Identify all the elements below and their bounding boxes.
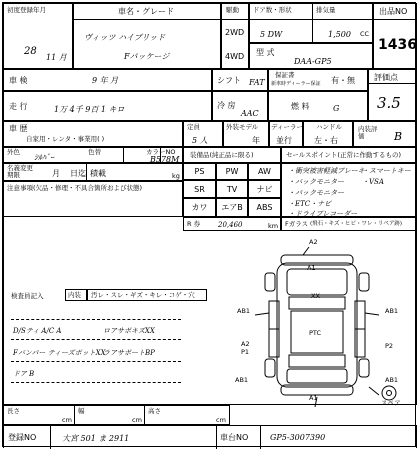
glass-sub: (飛石・キズ・ヒビ・ワレ・リペア跡) [310,221,403,227]
wheel-fl [265,273,275,291]
exterior-color-value: ｼﾙﾊﾞｰ [34,153,54,162]
cc-unit: CC [360,30,370,38]
capacity-cell [183,121,223,147]
rear-window [289,355,345,367]
equip-airbag: エアB [216,198,248,217]
diagram-ptc: PTC [309,329,322,337]
color-code-label: カラーNO [146,148,176,156]
equip-navi: ナビ [248,180,281,198]
sales-points-area [281,163,417,217]
shift-value: FAT [249,78,265,87]
notes-label: 注意事項(欠品・修理・不具合箇所および状態) [7,184,143,192]
name-grade-label: 車名・グレード [118,7,174,16]
model-value: DAA-GP5 [294,57,332,66]
drive-cell [221,3,249,69]
length-unit: cm [62,416,72,424]
diagram-ab1-left: AB1 [237,307,251,315]
inspector-note-1: D/Sティ A/C A [13,327,62,335]
capacity-label: 定員 [187,123,200,131]
width-label: 幅 [78,407,85,415]
drive-label: 駆動 [226,6,239,14]
warranty-label: 保証書 [275,71,295,79]
score-cell [368,69,417,121]
ac-cell [212,91,268,121]
shaken-row [3,69,212,91]
auction-sheet [2,2,416,447]
door-label: ドア数・形状 [253,6,292,14]
handle-label: ハンドル [316,123,342,131]
length-label: 長さ [7,407,20,415]
equip-ps: PS [183,163,216,180]
shaken-value: 9 年 月 [92,76,119,85]
name-change-day: 日迄 [70,169,86,178]
sales-point-4: ・VSA [362,178,384,186]
sales-point-2: ・スマートキー [362,167,411,175]
first-reg-value: 28 [24,46,37,57]
inspector-label: 検査員記入 [11,292,44,300]
inspector-note-2: ロアサポキズXX [103,327,155,335]
dealer-label: ディーラー [271,123,303,131]
warranty-cell [268,69,368,91]
height-unit: cm [216,416,226,424]
fuel-value: G [333,104,340,113]
color-change-label: 色替 [88,148,101,156]
name-change-row [3,163,183,181]
name-grade-cell [73,3,221,69]
chassis-label: 車台NO [220,433,249,442]
r-ticket-label: R 券 [187,220,201,228]
diagram-a2-left: A2 [241,340,250,348]
name-change-label: 名義変更期限 [7,164,33,179]
chassis-value: GP5-3007390 [270,433,326,442]
diagram-a1-top: A1 [307,264,316,272]
reg-value: 大宮 501 ま 2911 [62,434,130,443]
shift-label: シフト [217,76,241,85]
car-grade: Fパッケージ [124,52,170,61]
displacement-label: 排気量 [316,6,336,14]
displacement-value: 1,500 [328,30,351,39]
r-ticket-value: 20,460 [218,221,243,229]
score-value: 3.5 [377,94,401,112]
trunk [287,369,347,383]
car-name: ヴィッツ ハイブリッド [84,33,166,42]
exterior-color-label: 外色 [7,148,20,156]
interior-cell [353,121,417,147]
width-unit: cm [132,416,142,424]
mileage-value: 1万 4千 9百 1 キロ [54,105,125,114]
history-sub: 自家用・レンタ・事業用( ) [26,135,105,143]
drive-4wd: 4WD [225,52,245,61]
equip-pw: PW [216,163,248,180]
history-row [3,121,183,147]
diagram-ab1-right-lower: AB1 [385,376,399,384]
glass-label: Fガラス [285,220,309,228]
equip-leather: カワ [183,198,216,217]
inspector-note-4: ラアサポートBP [103,349,155,357]
lot-label: 出品NO [379,7,408,16]
notes-area [3,181,183,217]
name-change-month: 月 [52,169,60,178]
model-cell [249,43,373,69]
drive-2wd: 2WD [225,28,245,37]
sales-point-5: ・パックモニター [288,189,344,197]
diagram-xx: XX [311,292,320,300]
handle-cell [303,121,353,147]
shift-cell [212,69,268,91]
model-label: 型 式 [256,48,275,57]
load-unit: kg [172,172,180,180]
inspector-note-3: Fバンパー ティーズポットXX [13,349,106,357]
wheel-rl [265,359,275,377]
color-model-label: 外装モデル [226,123,259,131]
inspector-tag-damage: 汚レ・スレ・ギズ・キレ・コゲ・穴 [87,289,207,301]
first-reg-month: 11 月 [46,53,67,62]
history-label: 車 歴 [9,124,28,133]
diagram-p1: P1 [241,348,250,356]
first-reg-label: 初度登録年月 [7,6,46,14]
first-reg-cell [3,3,73,69]
interior-label: 内装評価 [358,125,378,140]
inspector-tag-interior: 内装 [65,289,87,301]
equip-aw: AW [248,163,281,180]
equip-sr: SR [183,180,216,198]
diagram-spare-label: スペア [381,399,401,407]
handle-value: 左・右 [314,136,338,145]
shaken-label: 車 検 [9,76,28,85]
km-unit: km [268,222,279,230]
door-cell [249,3,373,43]
equip-abs: ABS [248,198,281,217]
spare-tire-icon [382,386,396,400]
color-model-cell [223,121,269,147]
sales-label: セールスポイント(正常に作動するもの) [286,151,401,159]
car-body-outline [277,263,357,387]
lot-number: 1436 [378,37,417,53]
diagram-a2-top: A2 [309,238,318,246]
door-value: 5 DW [260,30,283,39]
ac-value: AAC [241,109,259,118]
fuel-label: 燃 料 [291,102,310,111]
mileage-label: 走 行 [9,102,28,111]
dims-row [3,405,230,425]
reg-label: 登録NO [8,433,37,442]
color-model-value: 年 [252,136,260,145]
diagram-ab1-right: AB1 [385,307,399,315]
warranty-sub: 新車時ディーラー保証 [271,81,321,87]
wheel-fr [359,273,369,291]
sales-point-3: ・バックモニター [288,178,344,186]
diagram-ab1-left-lower: AB1 [235,376,249,384]
interior-value: B [394,130,403,143]
sales-header [281,147,417,163]
mileage-row [3,91,212,121]
footer-row [3,425,417,448]
color-code-cell [123,147,183,163]
height-label: 高さ [148,407,161,415]
lot-cell [373,3,417,69]
capacity-value: 5 人 [192,136,208,145]
warranty-value: 有・無 [331,76,355,85]
dealer-value: 並行 [276,136,292,145]
diagram-a1-bottom: A1 [309,394,318,402]
equip-tv: TV [216,180,248,198]
fuel-cell [268,91,368,121]
load-label: 積載 [90,169,106,178]
diagram-p2: P2 [385,342,394,350]
ac-label: 冷 房 [217,101,236,110]
inspector-note-5: ドア B [13,370,35,378]
dealer-cell [269,121,303,147]
score-label: 評価点 [374,73,398,82]
equip-header [183,147,281,163]
sales-point-1: ・衝突被害軽減ブレーキ [288,167,365,175]
equip-label: 装備品(純正品に限る) [190,151,254,159]
car-diagram [239,229,409,407]
sales-point-6: ・ETC・ナビ [288,200,332,208]
sales-point-7: ・ドライブレコーダー [288,210,358,218]
wheel-rr [359,359,369,377]
color-code-value: B578M [150,155,180,164]
